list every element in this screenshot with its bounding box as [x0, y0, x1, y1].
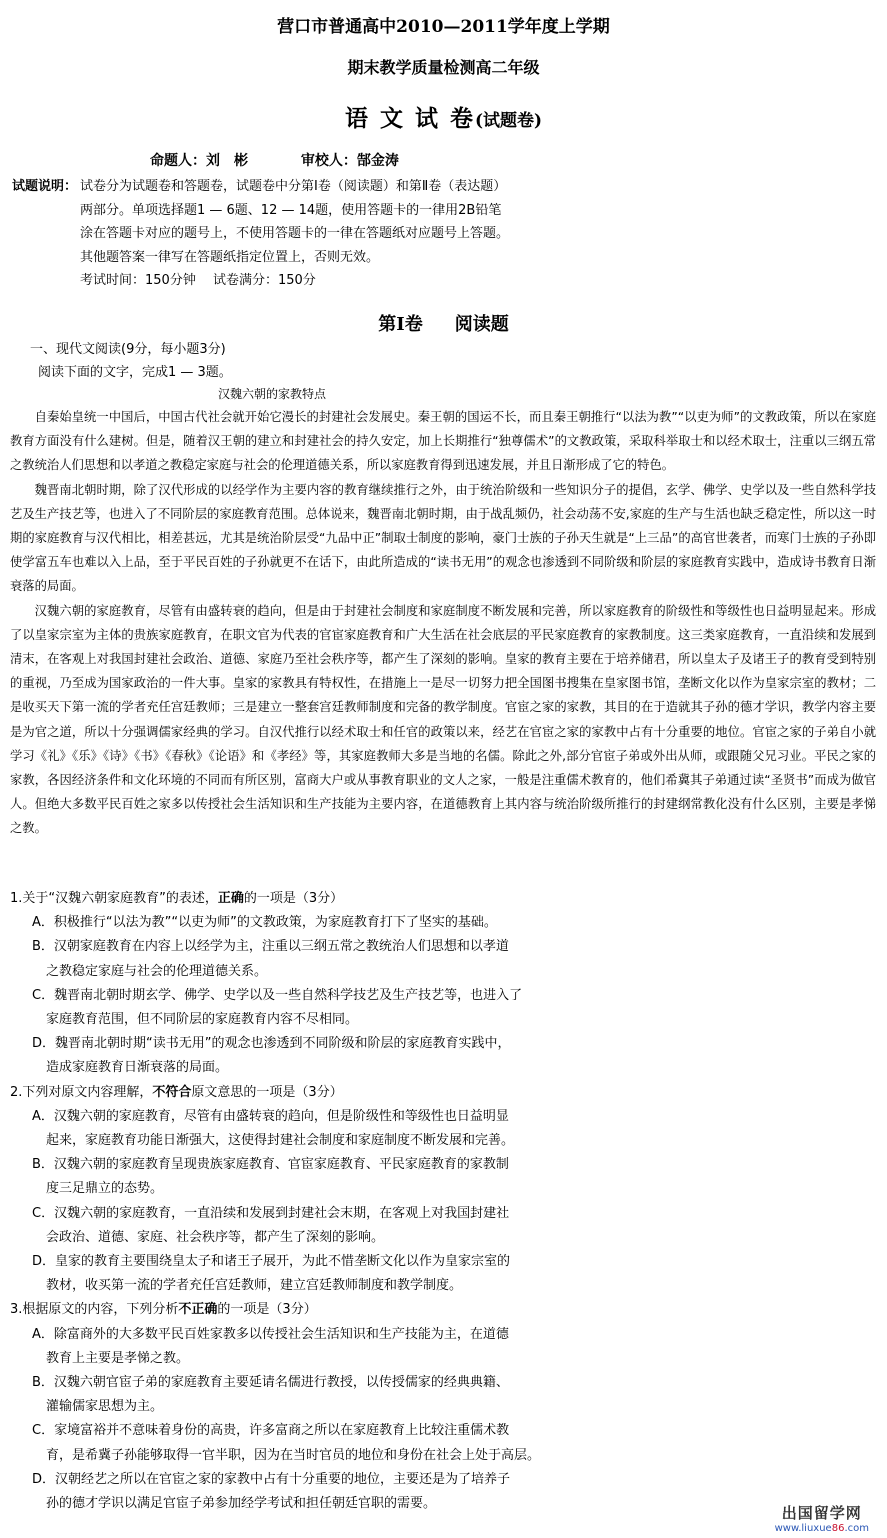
watermark-url — [775, 1523, 869, 1534]
option-a — [10, 1105, 570, 1153]
option-text-cont: 育，是希冀子孙能够取得一官半职，因为在当时官员的地位和身份在社会上处于高层。 — [46, 1447, 541, 1463]
article-title: 汉魏六朝的家教特点 — [218, 387, 327, 401]
watermark-name: 出国留学网 — [781, 1504, 862, 1522]
part1-intro: 阅读下面的文字，完成1 — 3题。 — [38, 365, 232, 380]
stem-text: 2.下列对原文内容理解， — [10, 1084, 153, 1100]
option-c — [10, 1419, 570, 1467]
exam-title-line2: 期末教学质量检测高二年级 — [347, 58, 540, 77]
option-a — [10, 911, 570, 935]
article-paragraph: 汉魏六朝的家庭教育，尽管有由盛转衰的趋向，但是由于封建社会制度和家庭制度不断发展和完善，所以家庭教育的阶级性和等级性也日益明显起来。形成了以皇家宗室为主体的贵族家庭教育，在职文官为代表的官宦家庭教育和广大生活在社会底层的平民家庭教育的家教制度。这三类家庭教育，一直沿续和发展到清末，在客观上对我国封建社会政治、道德、家庭乃至社会秩序等，都产生了深刻的影响。皇家的教育主要在于培养储君，所以皇太子及诸王子的教育受到特别的重视，乃至成为国家政治的一件大事。皇家的家教具有特权性，在措施上一是尽一切努力把全国图书搜集在皇家图书馆，垄断文化以作为皇家宗室的教材；二是收买天下第一流的学者充任宫廷教师；三是建立一整套宫廷教师制度和完备的教学制度。官宦之家的家教，其目的在于造就其子孙的德才学识，教学内容主要是为官之道，所以十分强调儒家经典的学习。自汉代推行以经术取士和任官的政策以来，经艺在官宦之家的家教中占有十分重要的地位。官宦之家的子弟自小就学习《礼》《乐》《诗》《书》《春秋》《论语》和《孝经》等，其家庭教师大多是当地的名儒。除此之外,部分官宦子弟或外出从师，或跟随父兄习业。平民之家的家教，各因经济条件和文化环境的不同而有所区别，富商大户或从事教育职业的文人之家，一般是注重儒术教育的，他们希冀其子弟通过读“圣贤书”而成为做官人。但绝大多数平民百姓之家多以传授社会生活知识和生产技能为主要内容，在道德教育上其内容与统治阶级所推行的封建纲常教化没有什么区别，主要是孝悌之教。 — [10, 603, 876, 836]
option-text-cont: 教材，收买第一流的学者充任宫廷教师，建立宫廷教师制度和教学制度。 — [46, 1278, 463, 1294]
option-text: D．魏晋南北朝时期“读书无用”的观念也渗透到不同阶级和阶层的家庭教育实践中， — [32, 1036, 511, 1052]
option-text: A．积极推行“以法为教”“以吏为师”的文教政策，为家庭教育打下了坚实的基础。 — [32, 915, 497, 931]
option-text: B．汉朝家庭教育在内容上以经学为主，注重以三纲五常之教统治人们思想和以孝道 — [32, 939, 509, 955]
instruction-line: 考试时间：150分钟 试卷满分：150分 — [80, 273, 316, 288]
stem-keyword: 不符合 — [152, 1084, 192, 1100]
instruction-line: 试卷分为试题卷和答题卷，试题卷中分第Ⅰ卷（阅读题）和第Ⅱ卷（表达题） — [80, 179, 507, 194]
stem-text: 3.根据原文的内容，下列分析 — [10, 1302, 179, 1318]
option-c — [10, 1202, 570, 1250]
exam-title-line1: 营口市普通高中2010—2011学年度上学期 — [277, 17, 610, 37]
question-stem — [10, 1081, 570, 1105]
option-d — [10, 1250, 570, 1298]
option-text-cont: 会政治、道德、家庭、社会秩序等，都产生了深刻的影响。 — [46, 1229, 385, 1245]
site-watermark — [775, 1502, 869, 1534]
option-c — [10, 984, 570, 1032]
part1-heading: 一、现代文阅读(9分，每小题3分) — [30, 342, 226, 357]
option-text-cont: 造成家庭教育日渐衰落的局面。 — [46, 1060, 229, 1076]
option-b — [10, 935, 570, 983]
instruction-line: 其他题答案一律写在答题纸指定位置上，否则无效。 — [80, 249, 380, 265]
reviewer-name: 审校人：郜金涛 — [300, 153, 399, 169]
stem-text: 原文意思的一项是（3分） — [191, 1084, 343, 1100]
url-part: .com — [844, 1523, 869, 1534]
option-text: B．汉魏六朝官宦子弟的家庭教育主要延请名儒进行教授，以传授儒家的经典典籍、 — [32, 1375, 509, 1391]
option-text-cont: 孙的德才学识以满足官宦子弟参加经学考试和担任朝廷官职的需要。 — [46, 1496, 437, 1512]
section-name: 阅读题 — [454, 314, 509, 335]
url-part: www.liuxue — [774, 1523, 832, 1534]
option-b — [10, 1153, 570, 1201]
option-text: C．魏晋南北朝时期玄学、佛学、史学以及一些自然科学技艺及生产技艺等，也进入了 — [32, 987, 523, 1003]
question-stem — [10, 1298, 570, 1322]
stem-keyword: 正确 — [217, 891, 244, 906]
questions — [10, 887, 570, 1516]
article-body — [10, 405, 876, 841]
option-text: C．家境富裕并不意味着身份的高贵，许多富商之所以在家庭教育上比较注重儒术教 — [32, 1423, 510, 1439]
url-part: 86 — [831, 1523, 845, 1534]
question-3 — [10, 1298, 570, 1516]
instruction-line: 两部分。单项选择题1 — 6题、12 — 14题，使用答题卡的一律用2B铅笔 — [80, 202, 502, 218]
option-text: D．皇家的教育主要围绕皇太子和诸王子展开，为此不惜垄断文化以作为皇家宗室的 — [32, 1254, 511, 1270]
option-d — [10, 1032, 570, 1080]
option-d — [10, 1468, 570, 1516]
author-line — [150, 150, 447, 170]
option-text-cont: 之教稳定家庭与社会的伦理道德关系。 — [46, 963, 268, 979]
instructions-text — [80, 175, 570, 293]
question-stem — [10, 887, 570, 911]
option-text-cont: 起来，家庭教育功能日渐强大，这使得封建社会制度和家庭制度不断发展和完善。 — [46, 1133, 515, 1149]
option-text: B．汉魏六朝的家庭教育呈现贵族家庭教育、官宦家庭教育、平民家庭教育的家教制 — [32, 1157, 509, 1173]
main-title-sub: (试题卷) — [474, 111, 543, 131]
stem-text: 的一项是（3分） — [217, 1302, 317, 1318]
article-paragraph: 自秦始皇统一中国后，中国古代社会就开始它漫长的封建社会发展史。秦王朝的国运不长，而且秦王朝推行“以法为教”“以吏为师”的文教政策，所以在家庭教育方面没有什么建树。但是，随着汉王朝的建立和封建社会的持久安定，加上长期推行“独尊儒术”的文教政策，采取科举取士和以经术取士，注重以三纲五常之教统治人们思想和以孝道之教稳定家庭与社会的伦理道德关系，所以家庭教育得到迅速发展，并且日渐形成了它的特色。 — [10, 410, 876, 473]
option-text-cont: 灌输儒家思想为主。 — [46, 1399, 164, 1415]
stem-text: 的一项是（3分） — [243, 891, 344, 906]
question-2 — [10, 1081, 570, 1299]
option-text-cont: 度三足鼎立的态势。 — [46, 1181, 164, 1197]
option-text: C．汉魏六朝的家庭教育，一直沿续和发展到封建社会末期，在客观上对我国封建社 — [32, 1205, 510, 1221]
instructions — [12, 175, 510, 288]
option-b — [10, 1371, 570, 1419]
stem-text: 1.关于“汉魏六朝家庭教育”的表述， — [10, 891, 218, 906]
option-text: D．汉朝经艺之所以在官宦之家的家教中占有十分重要的地位，主要还是为了培养子 — [32, 1471, 511, 1487]
stem-keyword: 不正确 — [178, 1302, 218, 1318]
option-text: A．除富商外的大多数平民百姓家教多以传授社会生活知识和生产技能为主，在道德 — [32, 1326, 509, 1342]
option-text-cont: 教育上主要是孝悌之教。 — [46, 1350, 190, 1366]
option-a — [10, 1323, 570, 1371]
exam-main-title — [0, 100, 887, 133]
instructions-label: 试题说明： — [12, 179, 78, 194]
article-paragraph: 魏晋南北朝时期，除了汉代形成的以经学作为主要内容的教育继续推行之外，由于统治阶级和一些知识分子的提倡，玄学、佛学、史学以及一些自然科学技艺及生产技艺等，也进入了不同阶层的家庭教育范围。总体说来，魏晋南北朝时期，由于战乱频仍，社会动荡不安,家庭的生产与生活也缺乏稳定性，所以这一时期的家庭教育与汉代相比，相差甚远，尤其是统治阶层受“九品中正”制取士制度的影响，豪门士族的子孙天生就是“上三品”的高官世袭者，而寒门士族的子孙即使学富五车也难以入上品，至于平民百姓的子孙就更不在话下，由此所造成的“读书无用”的观念也渗透到不同阶级和阶层的家庭教育实践中，造成诗书教育日渐衰落的局面。 — [10, 482, 876, 594]
section-title — [0, 310, 887, 336]
section-number: 第Ⅰ卷 — [378, 314, 423, 335]
setter-name: 命题人：刘 彬 — [150, 153, 248, 169]
question-1 — [10, 887, 570, 1081]
option-text: A．汉魏六朝的家庭教育，尽管有由盛转衰的趋向，但是阶级性和等级性也日益明显 — [32, 1108, 509, 1124]
main-title-text: 语 文 试 卷 — [344, 105, 475, 132]
option-text-cont: 家庭教育范围，但不同阶层的家庭教育内容不尽相同。 — [46, 1012, 359, 1028]
instruction-line: 涂在答题卡对应的题号上，不使用答题卡的一律在答题纸对应题号上答题。 — [80, 226, 510, 241]
